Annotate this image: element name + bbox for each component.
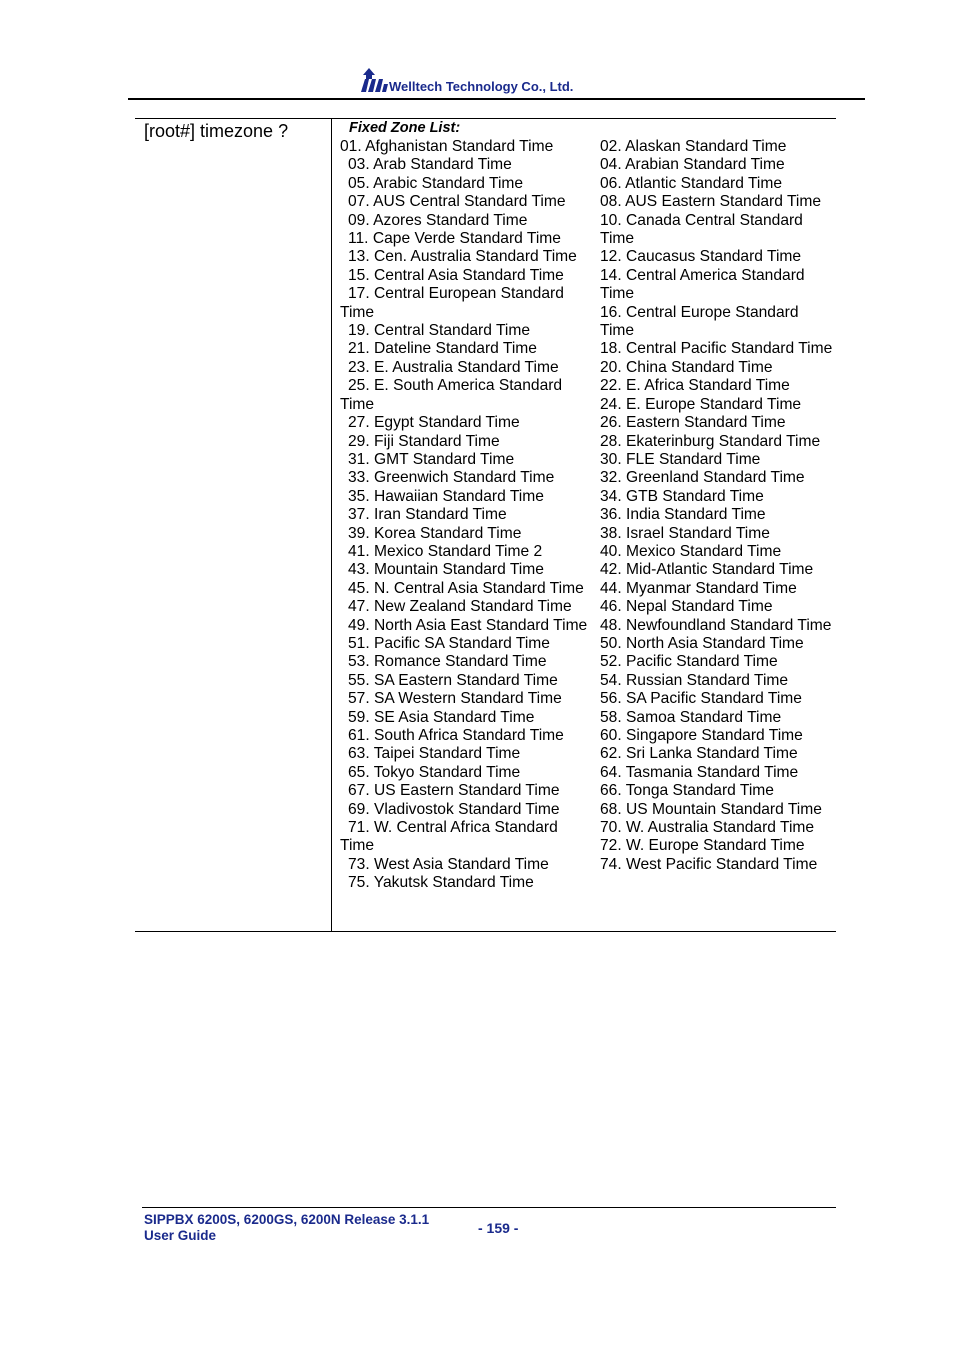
- zone-list-item: 68. US Mountain Standard Time: [600, 800, 822, 818]
- zone-list-item: 62. Sri Lanka Standard Time: [600, 745, 798, 763]
- zone-list-item: 43. Mountain Standard Time: [348, 561, 544, 579]
- zone-list-item: 65. Tokyo Standard Time: [348, 763, 521, 781]
- page-number: - 159 -: [478, 1220, 519, 1236]
- zone-list-item: 66. Tonga Standard Time: [600, 782, 774, 800]
- zone-list-item: 59. SE Asia Standard Time: [348, 708, 535, 726]
- zone-list-item: 09. Azores Standard Time: [348, 211, 528, 229]
- zone-list-item: 16. Central Europe Standard Time: [600, 303, 799, 340]
- zone-list-item: 28. Ekaterinburg Standard Time: [600, 432, 821, 450]
- zone-list-item: 56. SA Pacific Standard Time: [600, 690, 802, 708]
- zone-list-item: 29. Fiji Standard Time: [348, 432, 500, 450]
- zone-list-item: 26. Eastern Standard Time: [600, 414, 786, 432]
- page-footer: [142, 1207, 836, 1248]
- zone-list-item: 39. Korea Standard Time: [348, 524, 522, 542]
- zone-list-item: 73. West Asia Standard Time: [348, 855, 549, 873]
- zone-list-item: 32. Greenland Standard Time: [600, 469, 805, 487]
- zone-list-item: 50. North Asia Standard Time: [600, 634, 804, 652]
- zone-list-item: 36. India Standard Time: [600, 506, 766, 524]
- zone-list-item: 27. Egypt Standard Time: [348, 414, 520, 432]
- zone-list-item: 35. Hawaiian Standard Time: [348, 487, 544, 505]
- zone-list-item: 48. Newfoundland Standard Time: [600, 616, 832, 634]
- zone-list-item: 51. Pacific SA Standard Time: [348, 634, 550, 652]
- zone-list-item: 01. Afghanistan Standard Time: [340, 138, 554, 155]
- zone-list-item: 57. SA Western Standard Time: [348, 690, 562, 708]
- zone-list-item: 42. Mid-Atlantic Standard Time: [600, 561, 814, 579]
- zone-list-item: 18. Central Pacific Standard Time: [600, 340, 833, 358]
- footer-product-title: [144, 1212, 429, 1244]
- zone-list-right: [600, 138, 836, 874]
- zone-list-item: 60. Singapore Standard Time: [600, 727, 803, 744]
- welltech-logo-icon: [360, 67, 388, 93]
- zone-list-item: 47. New Zealand Standard Time: [348, 598, 572, 616]
- zone-list-item: 21. Dateline Standard Time: [348, 340, 537, 358]
- zone-list-item: 58. Samoa Standard Time: [600, 708, 782, 726]
- zone-list-item: 33. Greenwich Standard Time: [348, 469, 555, 487]
- zone-list-item: 72. W. Europe Standard Time: [600, 837, 805, 855]
- zone-list-item: 23. E. Australia Standard Time: [348, 358, 559, 376]
- page-header: [128, 64, 865, 100]
- zone-list-item: 63. Taipei Standard Time: [348, 745, 521, 763]
- zone-list-item: 13. Cen. Australia Standard Time: [348, 248, 577, 266]
- column-divider: [331, 119, 332, 931]
- zone-list-item: 75. Yakutsk Standard Time: [348, 874, 534, 892]
- zone-list-item: 70. W. Australia Standard Time: [600, 819, 815, 837]
- fixed-zone-list-title: Fixed Zone List:: [349, 120, 461, 136]
- zone-list-item: 54. Russian Standard Time: [600, 671, 789, 689]
- zone-list-item: 74. West Pacific Standard Time: [600, 855, 818, 873]
- zone-list-item: 17. Central European Standard Time: [340, 285, 564, 321]
- zone-list-item: 02. Alaskan Standard Time: [600, 138, 787, 155]
- zone-list-item: 40. Mexico Standard Time: [600, 542, 782, 560]
- zone-list-item: 55. SA Eastern Standard Time: [348, 671, 558, 689]
- zone-list-item: 15. Central Asia Standard Time: [348, 266, 564, 284]
- zone-list-item: 49. North Asia East Standard Time: [348, 616, 588, 634]
- zone-list-item: 11. Cape Verde Standard Time: [348, 230, 561, 248]
- zone-list-item: 71. W. Central Africa Standard Time: [340, 819, 558, 855]
- command-table: [135, 118, 836, 932]
- zone-list-item: 12. Caucasus Standard Time: [600, 248, 802, 266]
- zone-list-item: 61. South Africa Standard Time: [348, 727, 564, 744]
- zone-list-item: 06. Atlantic Standard Time: [600, 174, 783, 192]
- zone-list-item: 52. Pacific Standard Time: [600, 653, 778, 671]
- footer-title-line1: SIPPBX 6200S, 6200GS, 6200N Release 3.1.1: [144, 1212, 430, 1227]
- zone-list-item: 44. Myanmar Standard Time: [600, 579, 797, 597]
- zone-list-item: 03. Arab Standard Time: [348, 156, 512, 174]
- zone-list-item: 64. Tasmania Standard Time: [600, 763, 799, 781]
- zone-list-item: 31. GMT Standard Time: [348, 450, 515, 468]
- zone-list-item: 04. Arabian Standard Time: [600, 156, 785, 174]
- zone-list-item: 10. Canada Central Standard Time: [600, 211, 803, 248]
- zone-list-item: 67. US Eastern Standard Time: [348, 782, 560, 800]
- zone-list-item: 25. E. South America Standard Time: [340, 377, 563, 413]
- zone-list-item: 41. Mexico Standard Time 2: [348, 542, 543, 560]
- zone-list-item: 19. Central Standard Time: [348, 322, 531, 340]
- command-text: [root#] timezone ?: [144, 121, 289, 141]
- zone-list-item: 22. E. Africa Standard Time: [600, 377, 790, 395]
- zone-list-item: 46. Nepal Standard Time: [600, 598, 773, 616]
- zone-list-item: 08. AUS Eastern Standard Time: [600, 193, 822, 211]
- zone-list-item: 34. GTB Standard Time: [600, 487, 764, 505]
- zone-list-item: 30. FLE Standard Time: [600, 450, 761, 468]
- zone-list-item: 07. AUS Central Standard Time: [348, 193, 566, 211]
- zone-list-item: 05. Arabic Standard Time: [348, 174, 524, 192]
- zone-list-item: 69. Vladivostok Standard Time: [348, 800, 560, 818]
- zone-list-item: 20. China Standard Time: [600, 358, 773, 376]
- zone-list-item: 14. Central America Standard Time: [600, 266, 805, 303]
- footer-title-line2: User Guide: [144, 1228, 217, 1243]
- zone-list-item: 53. Romance Standard Time: [348, 653, 547, 671]
- zone-list-item: 38. Israel Standard Time: [600, 524, 770, 542]
- company-name: Welltech Technology Co., Ltd.: [389, 79, 574, 94]
- zone-list-item: 24. E. Europe Standard Time: [600, 395, 802, 413]
- zone-list-item: 37. Iran Standard Time: [348, 506, 507, 524]
- zone-list-left: [340, 138, 590, 893]
- zone-list-item: 45. N. Central Asia Standard Time: [348, 579, 584, 597]
